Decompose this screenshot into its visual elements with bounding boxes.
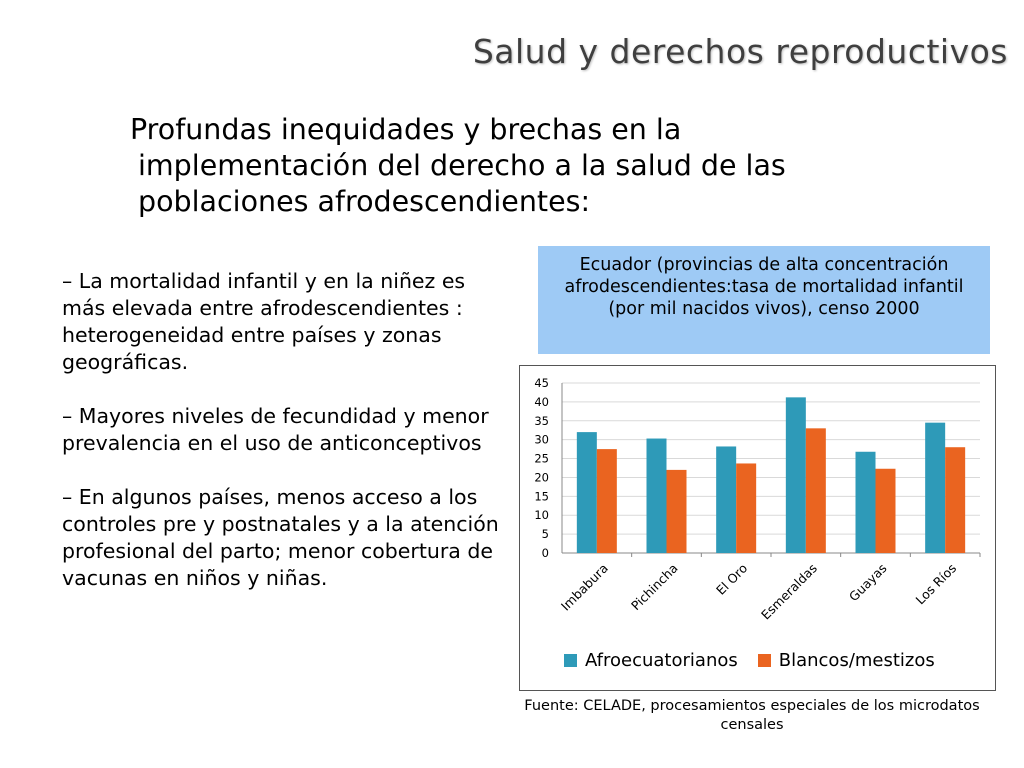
legend-item-series2 (758, 650, 935, 671)
legend-item-series1 (564, 650, 738, 671)
y-tick-label: 15 (534, 489, 549, 504)
slide-title: Salud y derechos reproductivos (472, 32, 1008, 71)
chart-caption: Ecuador (provincias de alta concentración afrodescendientes:tasa de mortalidad infantil (por mil nacidos vivos), censo 2000 (538, 246, 990, 354)
bullet-list (62, 268, 502, 619)
bar-blancos-mestizos (736, 463, 756, 553)
bullet-fertility: – Mayores niveles de fecundidad y menor prevalencia en el uso de anticonceptivos (62, 404, 489, 455)
source-note: Fuente: CELADE, procesamientos especiales de los microdatos censales (524, 698, 980, 733)
legend-label-series1: Afroecuatorianos (585, 650, 738, 671)
y-tick-label: 10 (534, 508, 549, 523)
bar-afroecuatorianos (856, 452, 876, 553)
y-tick-label: 5 (541, 527, 549, 542)
y-tick-label: 20 (534, 470, 549, 485)
bar-blancos-mestizos (806, 428, 826, 553)
legend-swatch-series1 (564, 654, 577, 667)
bullet-prenatal-access: – En algunos países, menos acceso a los controles pre y postnatales y a la atención profesional del parto; menor cobertura de vacunas en niños y niñas. (62, 485, 499, 590)
bar-blancos-mestizos (945, 447, 965, 553)
y-tick-label: 30 (534, 432, 549, 447)
chart-frame (519, 365, 996, 691)
y-tick-label: 40 (534, 394, 549, 409)
x-tick-label: Esmeraldas (757, 560, 820, 623)
bar-blancos-mestizos (876, 469, 896, 553)
bar-afroecuatorianos (925, 423, 945, 553)
bar-afroecuatorianos (786, 397, 806, 553)
y-tick-label: 45 (534, 376, 549, 390)
y-tick-label: 0 (541, 546, 549, 560)
bar-chart (520, 366, 994, 646)
bar-blancos-mestizos (667, 470, 687, 553)
slide-subtitle: Profundas inequidades y brechas en la implementación del derecho a la salud de las poblaciones afrodescendientes: (130, 113, 786, 218)
legend-swatch-series2 (758, 654, 771, 667)
bullet-infant-mortality: – La mortalidad infantil y en la niñez es más elevada entre afrodescendientes : heterogeneidad entre países y zonas geográficas. (62, 269, 466, 374)
y-tick-label: 35 (534, 413, 549, 428)
bar-afroecuatorianos (577, 432, 597, 553)
x-tick-label: Pichincha (628, 560, 681, 614)
bar-blancos-mestizos (597, 449, 617, 553)
legend-label-series2: Blancos/mestizos (778, 650, 935, 671)
x-tick-label: Los Ríos (912, 560, 960, 608)
chart-legend (564, 650, 935, 671)
x-tick-label: El Oro (713, 560, 751, 598)
x-tick-label: Guayas (845, 560, 890, 605)
x-tick-label: Imbabura (557, 560, 611, 614)
bar-afroecuatorianos (647, 439, 667, 553)
bar-afroecuatorianos (716, 446, 736, 553)
y-tick-label: 25 (534, 451, 549, 466)
